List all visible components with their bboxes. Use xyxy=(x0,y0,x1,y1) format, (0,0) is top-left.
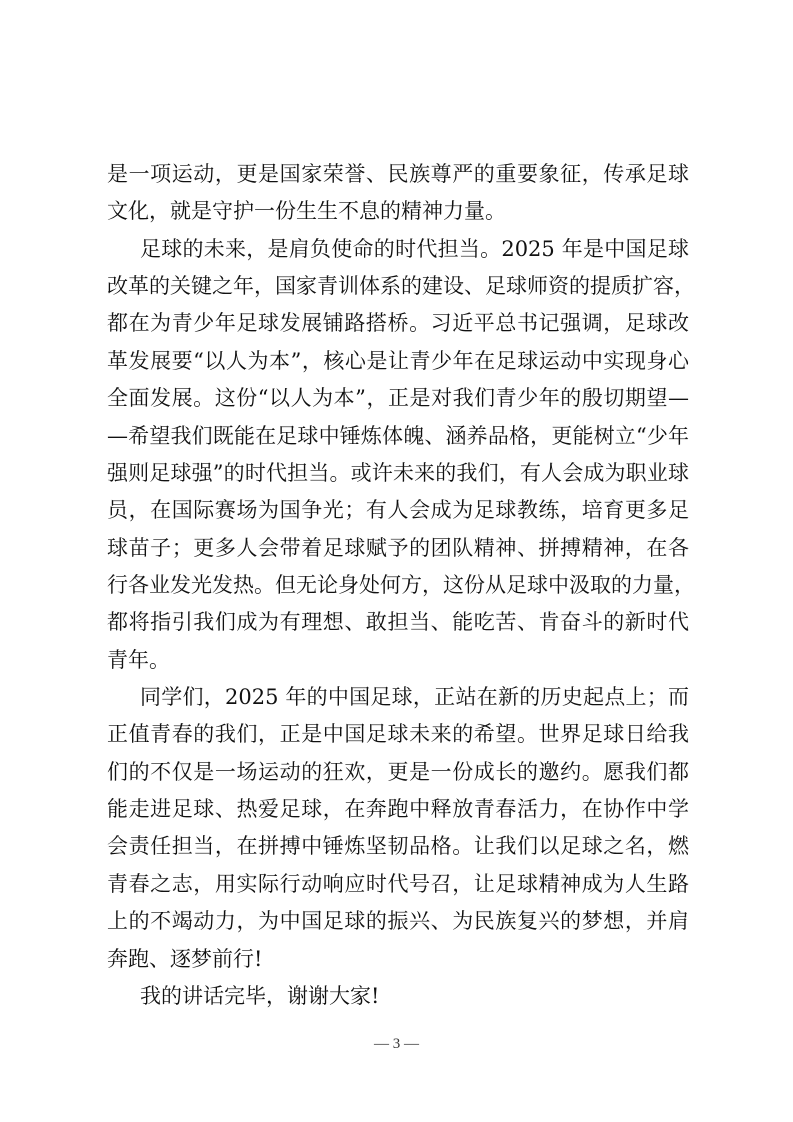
text-line: 都将指引我们成为有理想、敢担当、能吃苦、肯奋斗的新时代 xyxy=(107,610,689,635)
paragraph xyxy=(107,679,689,978)
text-line: 球苗子；更多人会带着足球赋予的团队精神、拼搏精神，在各 xyxy=(107,535,689,560)
text-line: 全面发展。这份“以人为本”，正是对我们青少年的殷切期望— xyxy=(107,386,689,411)
text-line: 足球的未来，是肩负使命的时代担当。2025 年是中国足球 xyxy=(140,236,689,261)
text-line: 我的讲话完毕，谢谢大家! xyxy=(140,983,380,1008)
text-line: 是一项运动，更是国家荣誉、民族尊严的重要象征，传承足球 xyxy=(107,162,689,186)
text-line: 奔跑、逐梦前行! xyxy=(107,946,263,971)
text-line: 会责任担当，在拼搏中锤炼坚韧品格。让我们以足球之名，燃 xyxy=(107,834,689,859)
text-line: 同学们，2025 年的中国足球，正站在新的历史起点上；而 xyxy=(140,685,689,710)
text-line: 正值青春的我们，正是中国足球未来的希望。世界足球日给我 xyxy=(107,722,689,747)
page-number: — 3 — xyxy=(374,1036,419,1052)
text-line: 员，在国际赛场为国争光；有人会成为足球教练，培育更多足 xyxy=(107,498,689,523)
text-line: 革发展要“以人为本”，核心是让青少年在足球运动中实现身心 xyxy=(107,348,689,373)
text-line: 文化，就是守护一份生生不息的精神力量。 xyxy=(107,199,506,224)
text-line: 青年。 xyxy=(107,647,170,672)
text-line: 青春之志，用实际行动响应时代号召，让足球精神成为人生路 xyxy=(107,871,689,896)
text-line: 们的不仅是一场运动的狂欢，更是一份成长的邀约。愿我们都 xyxy=(107,759,689,784)
document-body xyxy=(107,156,695,1015)
text-line: 都在为青少年足球发展铺路搭桥。习近平总书记强调，足球改 xyxy=(107,311,689,336)
paragraph xyxy=(107,231,695,679)
text-line: 强则足球强”的时代担当。或许未来的我们，有人会成为职业球 xyxy=(107,460,689,485)
paragraph xyxy=(107,156,689,231)
text-line: 行各业发光发热。但无论身处何方，这份从足球中汲取的力量， xyxy=(107,572,695,597)
text-line: 改革的关键之年，国家青训体系的建设、足球师资的提质扩容， xyxy=(107,274,695,299)
paragraph xyxy=(107,978,689,1015)
text-line: —希望我们既能在足球中锤炼体魄、涵养品格，更能树立“少年 xyxy=(107,423,689,448)
text-line: 上的不竭动力，为中国足球的振兴、为民族复兴的梦想，并肩 xyxy=(107,909,689,934)
text-line: 能走进足球、热爱足球，在奔跑中释放青春活力，在协作中学 xyxy=(107,797,689,822)
